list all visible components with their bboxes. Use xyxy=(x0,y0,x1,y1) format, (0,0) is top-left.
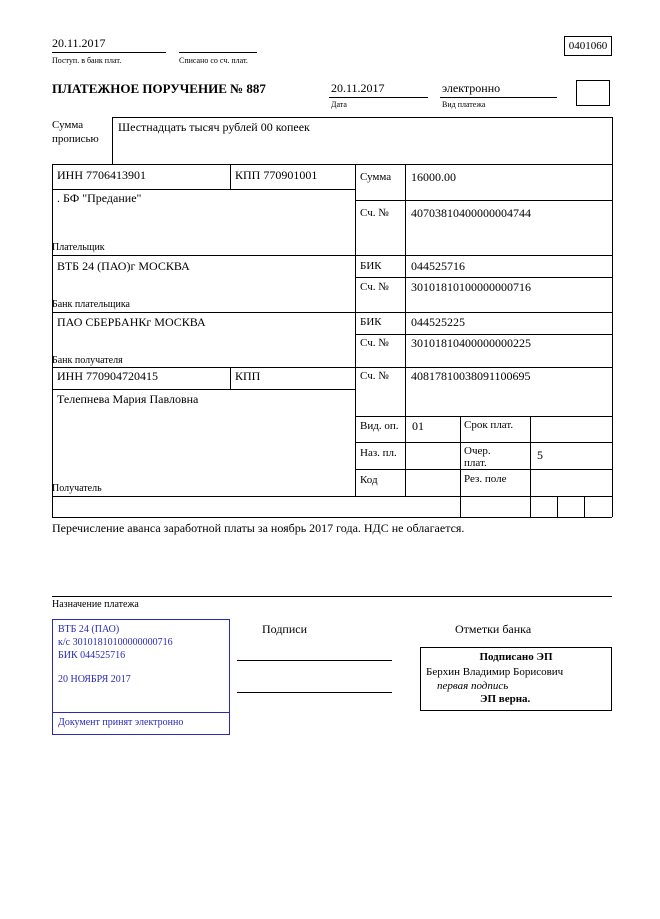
payer-bank-account: 30101810100000000716 xyxy=(411,280,531,294)
payer-bank-bik: 044525716 xyxy=(411,259,465,273)
payment-type-label: Вид платежа xyxy=(442,100,486,109)
grid-line xyxy=(52,164,612,165)
grid-line xyxy=(355,469,612,470)
grid-line xyxy=(52,164,53,517)
date-label: Дата xyxy=(331,100,347,109)
payer-bank-name: ВТБ 24 (ПАО)г МОСКВА xyxy=(57,259,190,273)
grid-line xyxy=(557,496,558,517)
grid-line xyxy=(230,367,231,389)
sum-label: Сумма xyxy=(360,171,392,183)
received-label: Поступ. в банк плат. xyxy=(52,56,122,65)
stamp-date: 20 НОЯБРЯ 2017 xyxy=(58,674,131,685)
grid-line xyxy=(52,517,612,518)
purpose-text: Перечисление аванса заработной платы за ноябрь 2017 года. НДС не облагается. xyxy=(52,521,465,535)
esignature-valid: ЭП верна. xyxy=(480,693,531,705)
grid-line xyxy=(52,389,355,390)
debited-label: Списано со сч. плат. xyxy=(179,56,248,65)
kod-label: Код xyxy=(360,474,378,486)
payee-account-label: Сч. № xyxy=(360,370,389,382)
vid-op-label: Вид. оп. xyxy=(360,420,399,432)
grid-line xyxy=(52,255,612,256)
signature-line xyxy=(237,692,392,693)
grid-line xyxy=(112,117,612,118)
naz-pl-label: Наз. пл. xyxy=(360,447,397,459)
payer-account: 40703810400000004744 xyxy=(411,206,531,220)
payee-bank-account-label: Сч. № xyxy=(360,337,389,349)
esignature-title: Подписано ЭП xyxy=(479,651,553,663)
divider-line xyxy=(440,97,557,98)
payee-inn: ИНН 770904720415 xyxy=(57,369,158,383)
signature-line xyxy=(237,660,392,661)
amount-words-label-2: прописью xyxy=(52,133,99,145)
stamp-corr-account: к/с 30101810100000000716 xyxy=(58,637,173,648)
payee-bank-account: 30101810400000000225 xyxy=(411,336,531,350)
sum-value: 16000.00 xyxy=(411,170,456,184)
grid-line xyxy=(355,416,612,417)
payee-name: Телепнева Мария Павловна xyxy=(57,392,199,406)
stamp-bik: БИК 044525716 xyxy=(58,650,126,661)
grid-line xyxy=(112,117,113,164)
grid-line xyxy=(355,200,612,201)
payer-bank-account-label: Сч. № xyxy=(360,281,389,293)
stamp-bank-name: ВТБ 24 (ПАО) xyxy=(58,624,120,635)
bank-marks-label: Отметки банка xyxy=(455,622,532,636)
vid-op-value: 01 xyxy=(412,419,424,433)
rez-pole-label: Рез. поле xyxy=(464,473,507,485)
amount-words-label-1: Сумма xyxy=(52,119,84,131)
esignature-name: Берхин Владимир Борисович xyxy=(426,666,564,678)
grid-line xyxy=(52,496,612,497)
payer-inn: ИНН 7706413901 xyxy=(57,168,146,182)
grid-line xyxy=(584,496,585,517)
ocher-plat-label: Очер. плат. xyxy=(464,445,491,470)
stamp-divider-line xyxy=(53,712,229,713)
payer-kpp: КПП 770901001 xyxy=(235,168,318,182)
payer-section-label: Плательщик xyxy=(52,242,105,253)
purpose-label: Назначение платежа xyxy=(52,599,139,610)
payee-kpp-label: КПП xyxy=(235,369,261,383)
payee-bank-name: ПАО СБЕРБАНКг МОСКВА xyxy=(57,315,206,329)
form-code: 0401060 xyxy=(568,40,608,52)
status-box xyxy=(576,80,610,106)
grid-line xyxy=(52,312,612,313)
document-date: 20.11.2017 xyxy=(331,81,385,95)
received-date: 20.11.2017 xyxy=(52,36,106,50)
payer-name: . БФ "Предание" xyxy=(57,191,142,205)
payer-bank-section-label: Банк плательщика xyxy=(52,299,130,310)
grid-line xyxy=(355,164,356,496)
document-title: ПЛАТЕЖНОЕ ПОРУЧЕНИЕ № 887 xyxy=(52,81,266,96)
grid-line xyxy=(530,416,531,517)
esignature-role: первая подпись xyxy=(437,680,509,692)
form-code-box xyxy=(564,36,612,56)
divider-line xyxy=(52,52,166,53)
grid-line xyxy=(355,277,612,278)
srok-plat-label: Срок плат. xyxy=(464,419,514,431)
divider-line xyxy=(329,97,428,98)
payee-bank-bik: 044525225 xyxy=(411,315,465,329)
payee-bank-section-label: Банк получателя xyxy=(52,355,123,366)
grid-line xyxy=(52,367,612,368)
payee-bank-bik-label: БИК xyxy=(360,316,382,328)
signatures-label: Подписи xyxy=(262,622,308,636)
stamp-note: Документ принят электронно xyxy=(58,717,184,728)
payee-account: 40817810038091100695 xyxy=(411,369,531,383)
grid-line xyxy=(612,117,613,517)
ocher-plat-value: 5 xyxy=(537,448,543,462)
divider-line xyxy=(179,52,257,53)
grid-line xyxy=(460,416,461,517)
grid-line xyxy=(230,164,231,189)
payer-bank-bik-label: БИК xyxy=(360,260,382,272)
amount-words-value: Шестнадцать тысяч рублей 00 копеек xyxy=(118,120,310,134)
payer-account-label: Сч. № xyxy=(360,207,389,219)
grid-line xyxy=(355,442,612,443)
grid-line xyxy=(52,596,612,597)
payee-section-label: Получатель xyxy=(52,483,102,494)
grid-line xyxy=(405,164,406,496)
grid-line xyxy=(52,189,355,190)
payment-type-value: электронно xyxy=(442,81,501,95)
grid-line xyxy=(355,334,612,335)
